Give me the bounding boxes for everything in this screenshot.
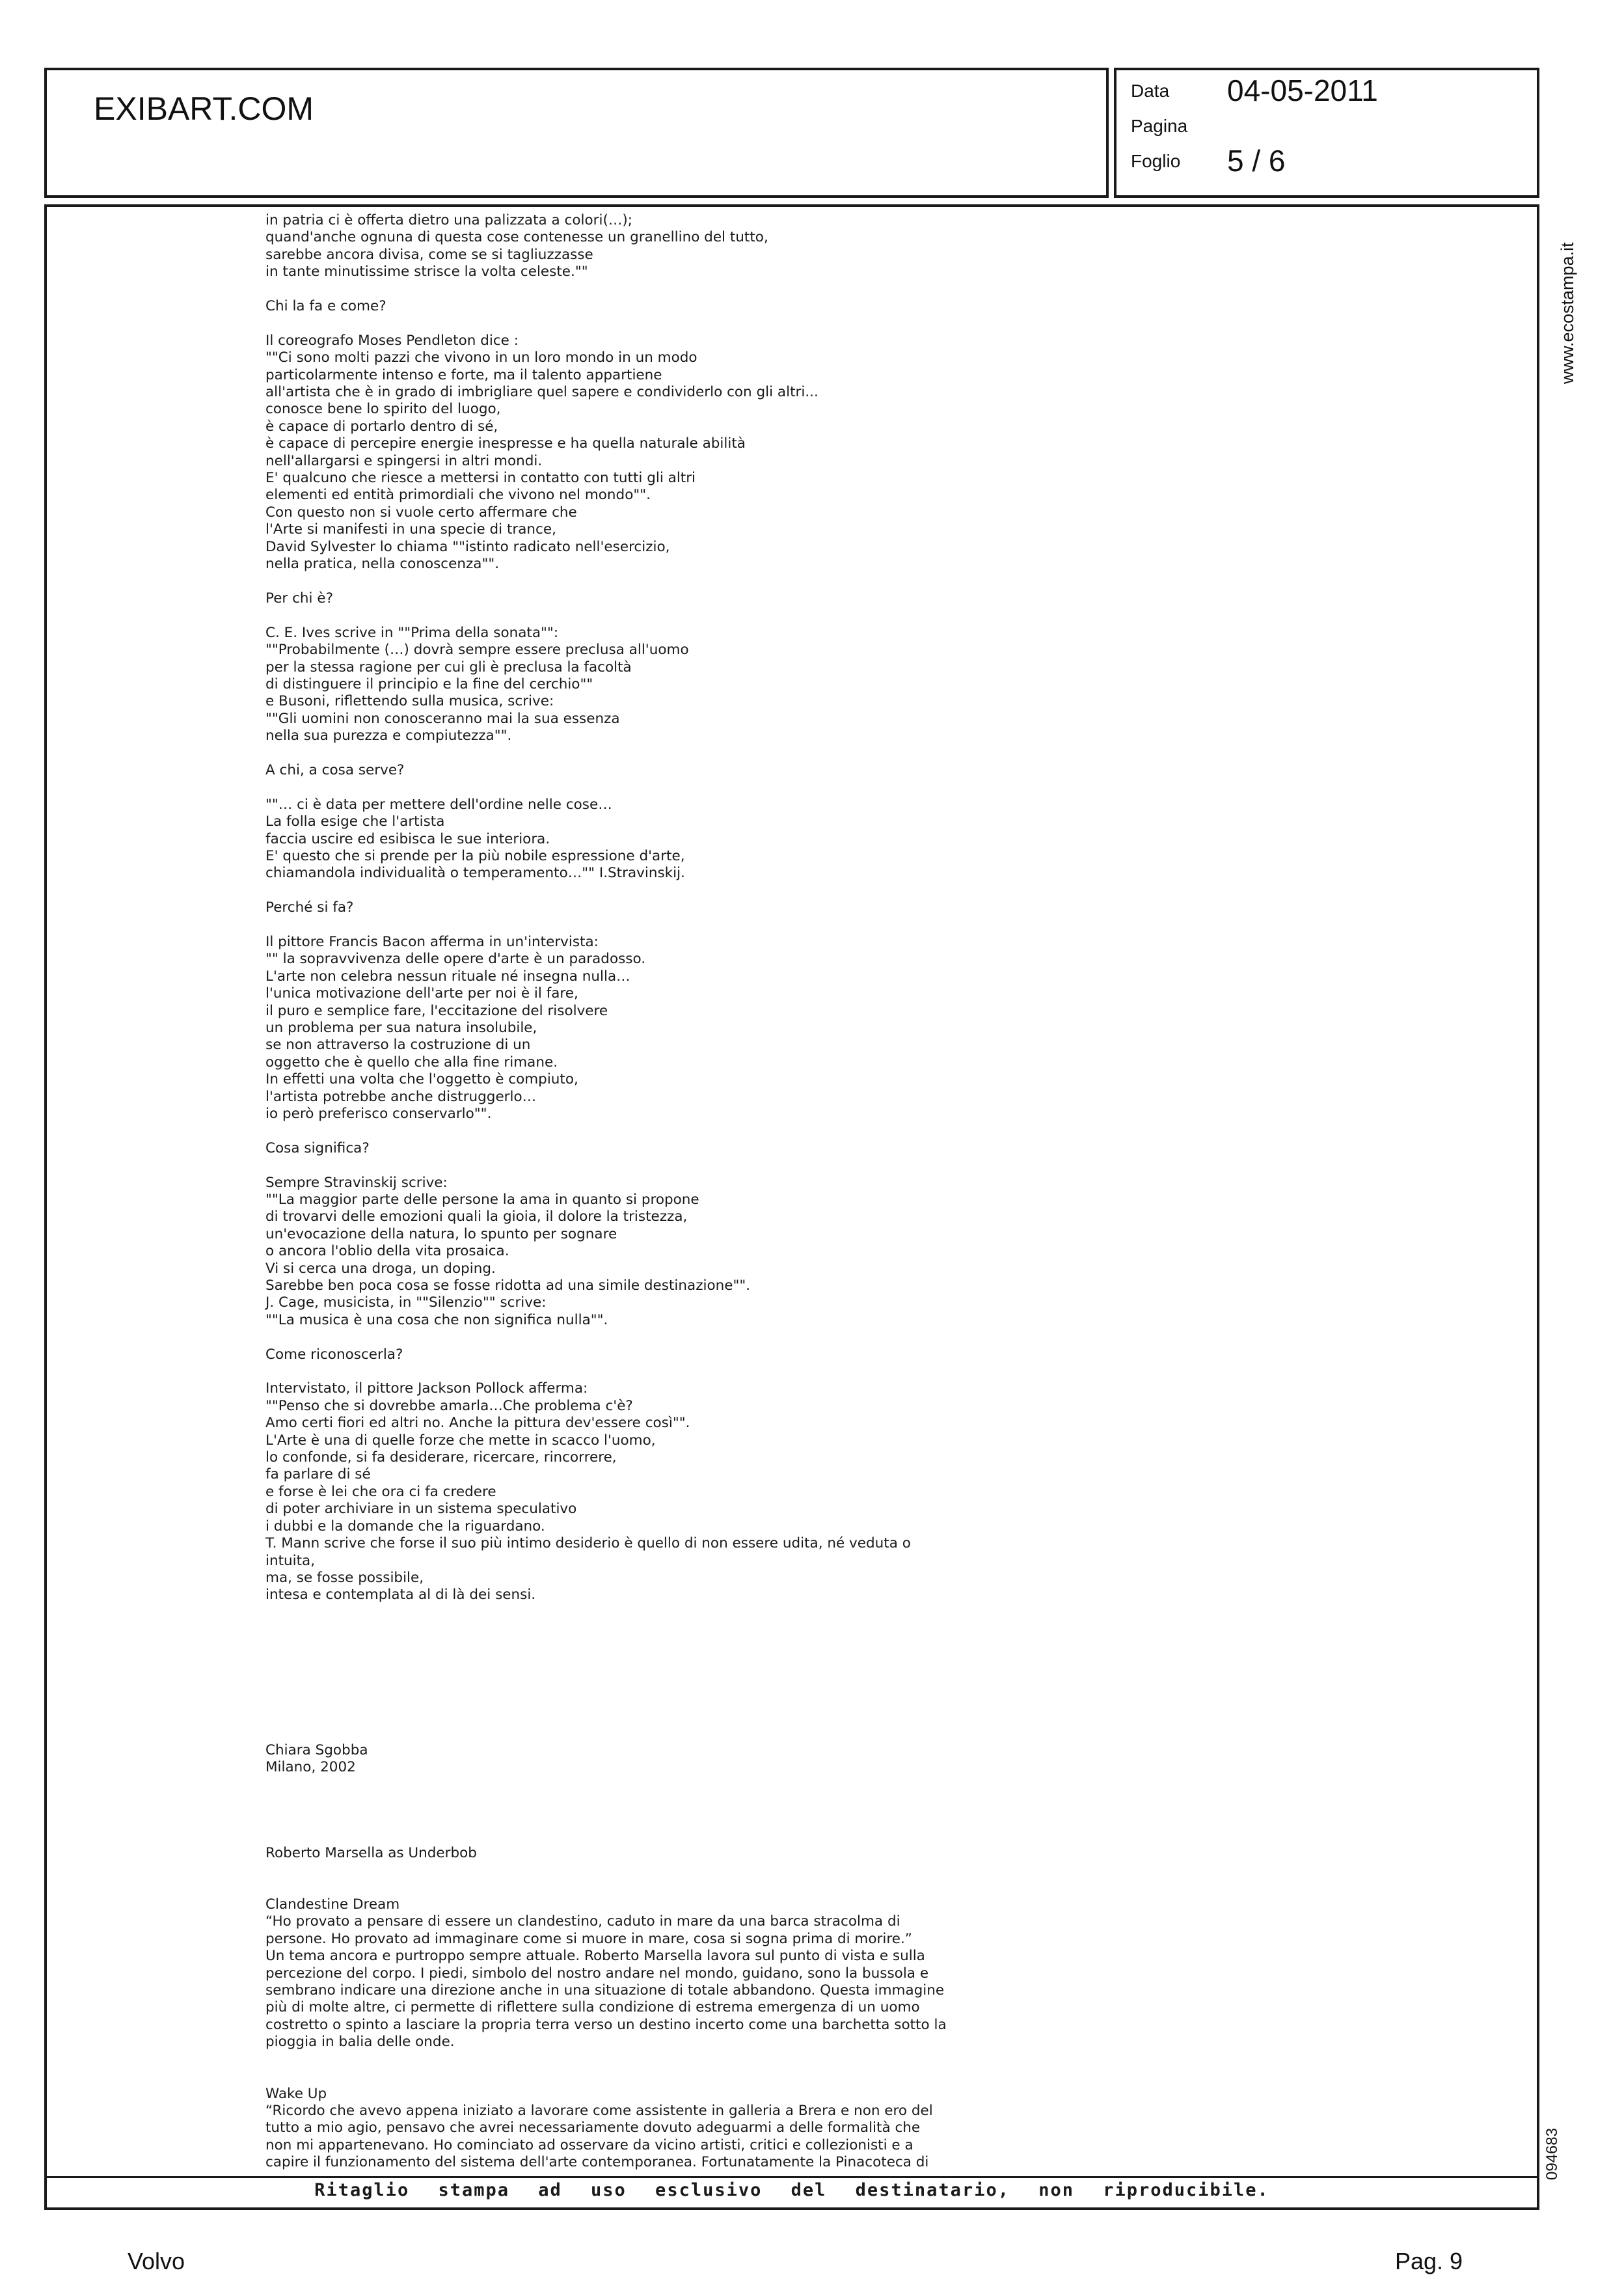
section-heading: A chi, a cosa serve? <box>265 761 405 778</box>
paragraph: C. E. Ives scrive in ""Prima della sonata"": ""Probabilmente (…) dovrà sempre essere preclusa all'uomo per la stessa ragione per cui gli è preclusa la facoltà di distinguere il principio e la fine del cerchio"" e Busoni, riflettendo sulla musica, scrive: ""Gli uomini non conosceranno mai la sua essenza nella sua purezza e compiutezza"". <box>265 624 689 744</box>
section-heading: Come riconoscerla? <box>265 1346 403 1363</box>
page-label: Pagina <box>1131 116 1188 136</box>
paragraph: ""… ci è data per mettere dell'ordine nelle cose… La folla esige che l'artista faccia uscire ed esibisca le sue interiora. E' questo che si prende per la più nobile espressione d'arte, chiamandola individualità o temperamento…"" I.Stravinskij. <box>265 796 685 882</box>
section-heading: Chi la fa e come? <box>265 298 386 315</box>
article-body <box>265 212 1502 2189</box>
section-heading: Per chi è? <box>265 590 333 607</box>
header-title-box <box>44 68 1109 198</box>
paragraph: Clandestine Dream “Ho provato a pensare di essere un clandestino, caduto in mare da una barca stracolma di persone. Ho provato ad immaginare come si muore in mare, cosa si sogna prima di morire.” Un tema ancora e purtroppo sempre attuale. Roberto Marsella lavora sul punto di vista e sulla percezione del corpo. I piedi, simbolo del nostro andare nel mondo, guidano, sono la bussola e sembrano indicare una direzione anche in una situazione di totale abbandono. Questa immagine più di molte altre, ci permette di riflettere sulla condizione di estrema emergenza di un uomo costretto o spinto a lasciare la propria terra verso un destino incerto come una barchetta sotto la pioggia in balia delle onde. <box>265 1896 947 2051</box>
paragraph: Il pittore Francis Bacon afferma in un'intervista: "" la sopravvivenza delle opere d'arte è un paradosso. L'arte non celebra nessun rituale né insegna nulla… l'unica motivazione dell'arte per noi è il fare, il puro e semplice fare, l'eccitazione del risolvere un problema per sua natura insolubile, se non attraverso la costruzione di un oggetto che è quello che alla fine rimane. In effetti una volta che l'oggetto è compiuto, l'artista potrebbe anche distruggerlo… io però preferisco conservarlo"". <box>265 933 646 1122</box>
client-name: Volvo <box>128 2248 185 2274</box>
date-value: 04-05-2011 <box>1227 74 1378 107</box>
paragraph: Intervistato, il pittore Jackson Pollock afferma: ""Penso che si dovrebbe amarla…Che problema c'è? Amo certi fiori ed altri no. Anche la pittura dev'essere così"". L'Arte è una di quelle forze che mette in scacco l'uomo, lo confonde, si fa desiderare, ricercare, rincorrere, fa parlare di sé e forse è lei che ora ci fa credere di poter archiviare in un sistema speculativo i dubbi e la domande che la riguardano. T. Mann scrive che forse il suo più intimo desiderio è quello di non essere udita, né veduta o intuita, ma, se fosse possibile, intesa e contemplata al di là dei sensi. <box>265 1380 911 1603</box>
section-heading: Perché si fa? <box>265 899 354 916</box>
date-label: Data <box>1131 81 1170 101</box>
side-url: www.ecostampa.it <box>1558 242 1577 384</box>
sheet-value: 5 / 6 <box>1227 144 1286 178</box>
sheet-label: Foglio <box>1131 151 1181 171</box>
section-title: Roberto Marsella as Underbob <box>265 1844 477 1861</box>
author-signature: Chiara Sgobba Milano, 2002 <box>265 1741 368 1776</box>
paragraph: Wake Up “Ricordo che avevo appena iniziato a lavorare come assistente in galleria a Brera e non ero del tutto a mio agio, pensavo che avrei necessariamente dovuto adeguarmi a delle formalità che non mi appartenevano. Ho cominciato ad osservare da vicino artisti, critici e collezionisti e a capire il funzionamento del sistema dell'arte contemporanea. Fortunatamente la Pinacoteca di <box>265 2085 933 2171</box>
source-title: EXIBART.COM <box>94 90 314 127</box>
page-number: Pag. 9 <box>1395 2248 1463 2274</box>
paragraph: Sempre Stravinskij scrive: ""La maggior parte delle persone la ama in quanto si propone di trovarvi delle emozioni quali la gioia, il dolore la tristezza, un'evocazione della natura, lo spunto per sognare o ancora l'oblio della vita prosaica. Vi si cerca una droga, un doping. Sarebbe ben poca cosa se fosse ridotta ad una simile destinazione"". J. Cage, musicista, in ""Silenzio"" scrive: ""La musica è una cosa che non significa nulla"". <box>265 1174 751 1328</box>
section-heading: Cosa significa? <box>265 1140 370 1156</box>
copyright-notice: Ritaglio stampa ad uso esclusivo del destinatario, non riproducibile. <box>314 2180 1269 2200</box>
paragraph: in patria ci è offerta dietro una palizzata a colori(…); quand'anche ognuna di questa cose contenesse un granellino del tutto, sarebbe ancora divisa, come se si tagliuzzasse in tante minutissime strisce la volta celeste."" <box>265 212 768 280</box>
footer-divider <box>47 2176 1537 2178</box>
side-code: 094683 <box>1543 2127 1561 2180</box>
paragraph: Il coreografo Moses Pendleton dice : ""Ci sono molti pazzi che vivono in un loro mondo in un modo particolarmente intenso e forte, ma il talento appartiene all'artista che è in grado di imbrigliare quel sapere e condividerlo con gli altri... conosce bene lo spirito del luogo, è capace di portarlo dentro di sé, è capace di percepire energie inespresse e ha quella naturale abilità nell'allargarsi e spingersi in altri mondi. E' qualcuno che riesce a mettersi in contatto con tutti gli altri elementi ed entità primordiali che vivono nel mondo"". Con questo non si vuole certo affermare che l'Arte si manifesti in una specie di trance, David Sylvester lo chiama ""istinto radicato nell'esercizio, nella pratica, nella conoscenza"". <box>265 332 819 573</box>
